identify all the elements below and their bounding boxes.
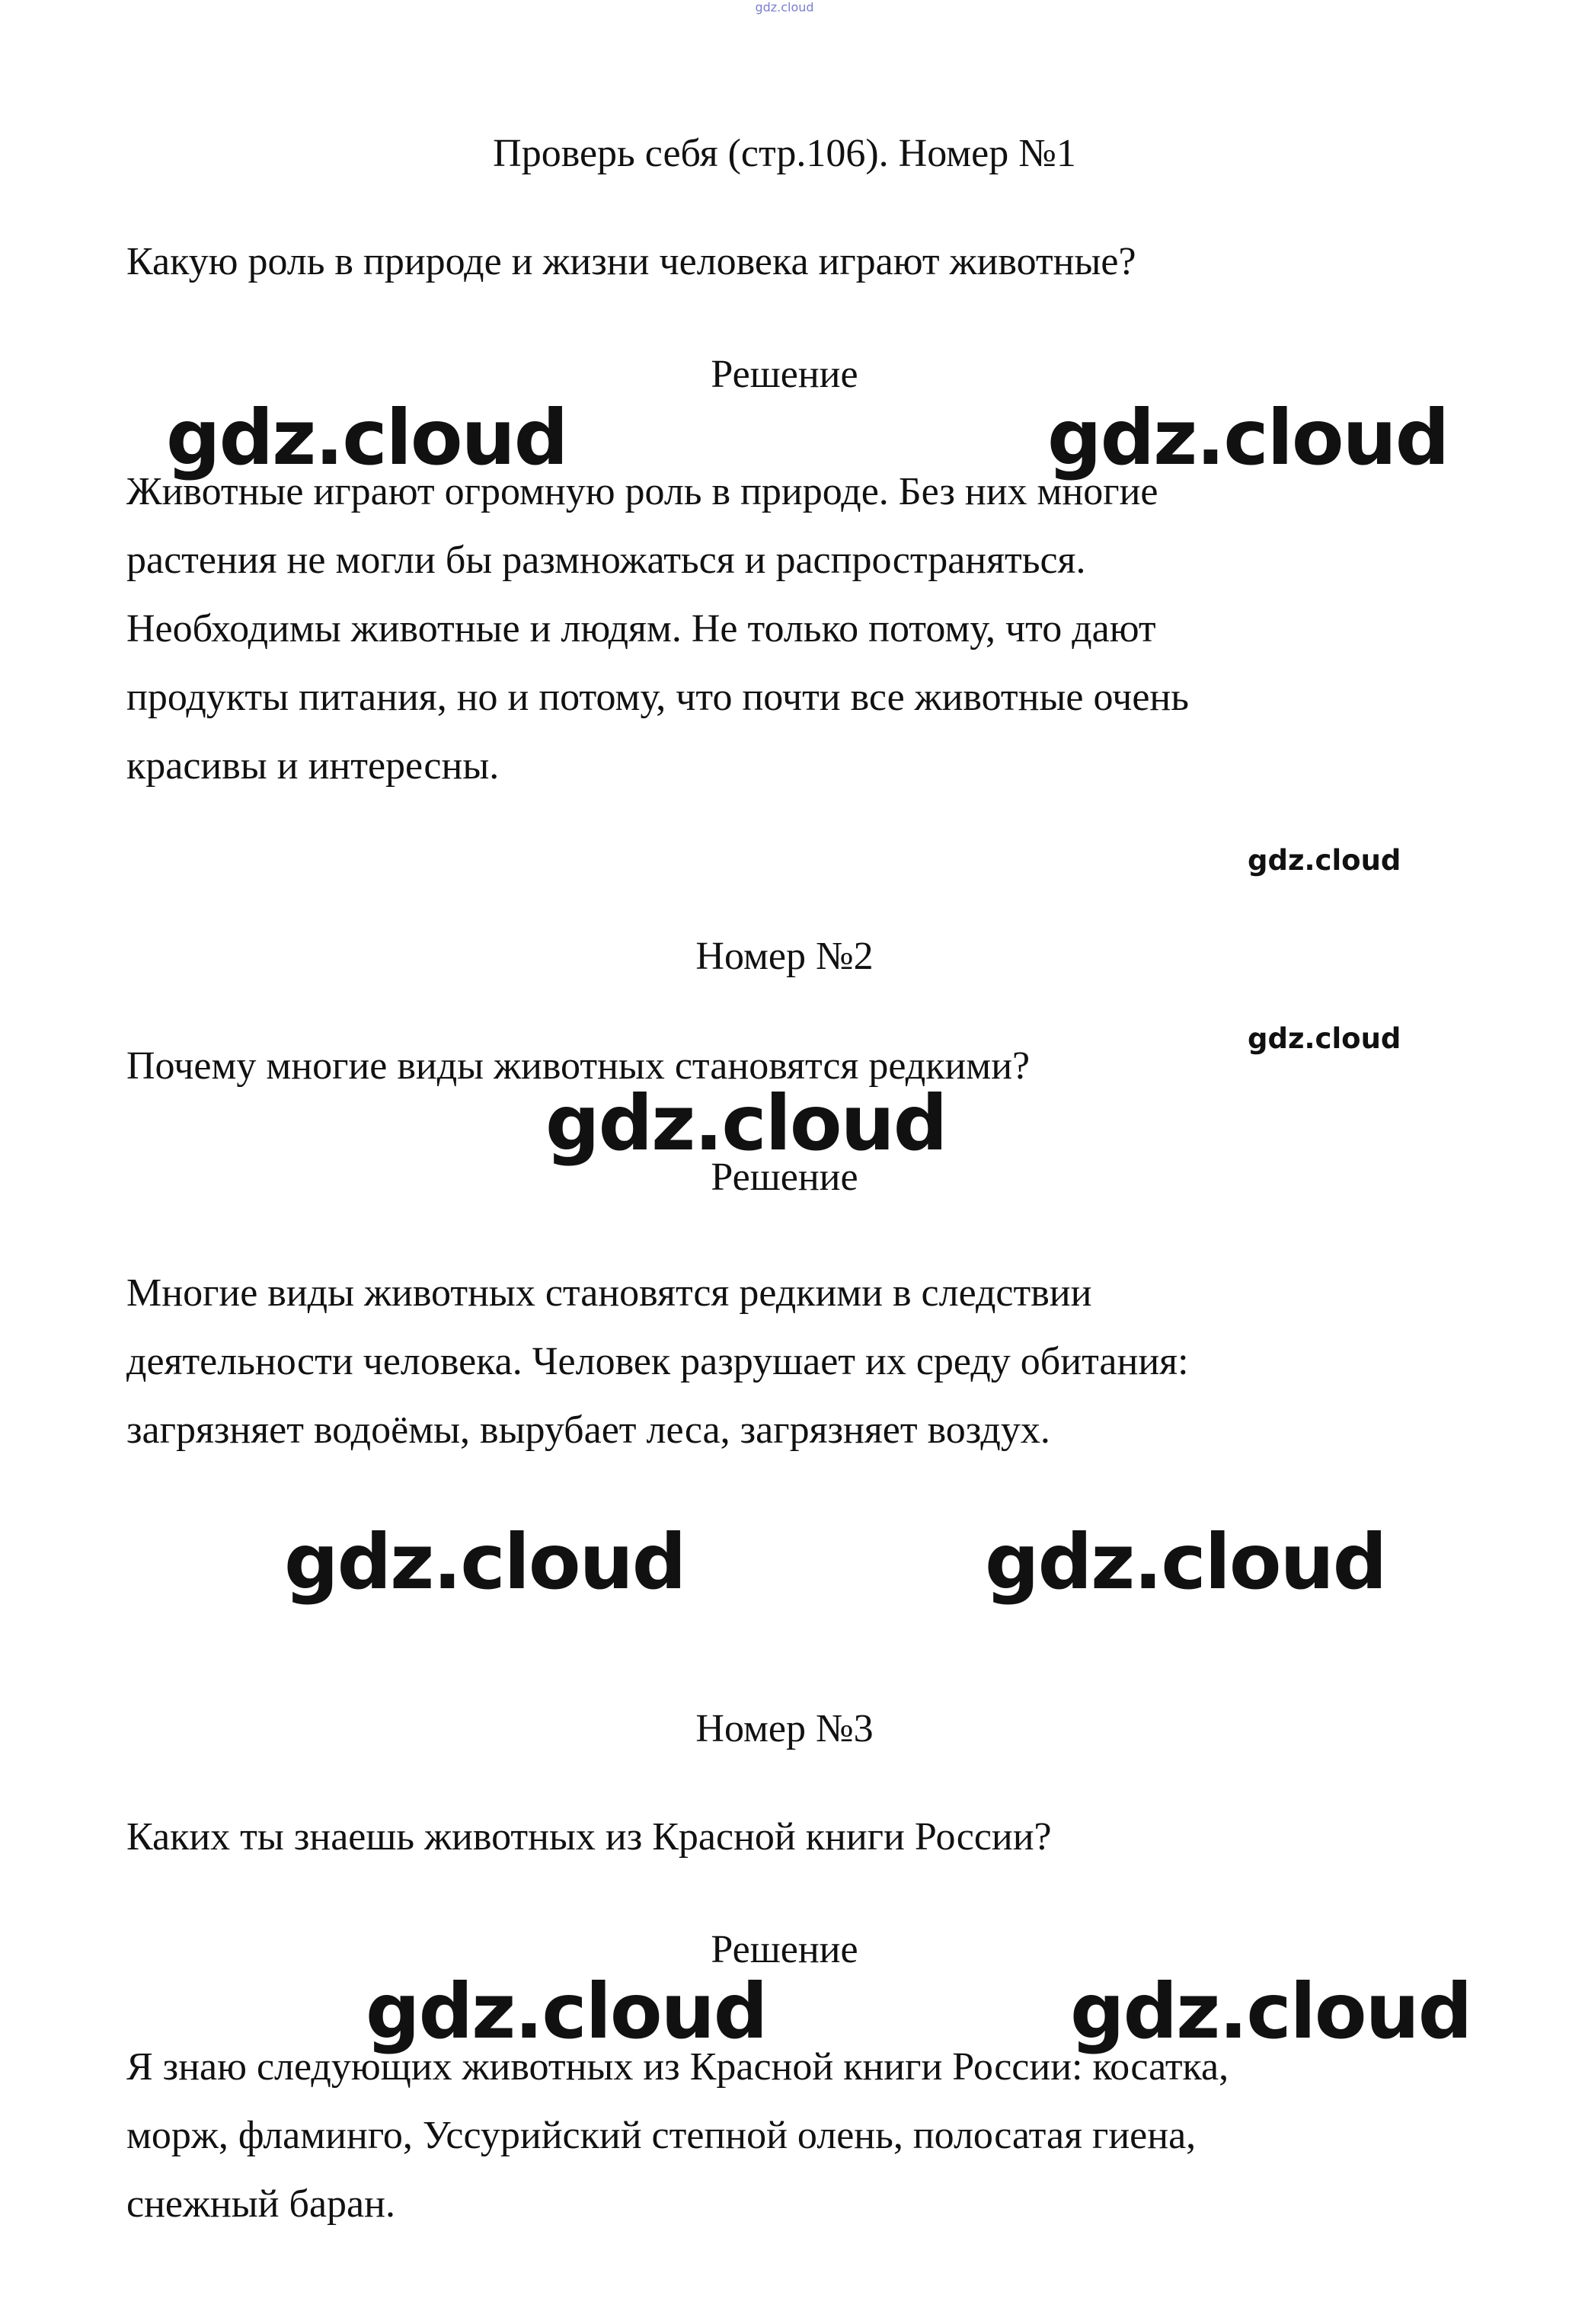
section-1-title: Проверь себя (стр.106). Номер №1 (493, 132, 1076, 175)
section-1-answer-line: красивы и интересны. (126, 744, 500, 788)
watermark-text: gdz.cloud (1070, 1967, 1472, 2056)
section-3-answer-line: Я знаю следующих животных из Красной книги России: косатка, (126, 2045, 1229, 2089)
section-2-question: Почему многие виды животных становятся редкими? (126, 1044, 1031, 1088)
watermark-text: gdz.cloud (1047, 393, 1449, 482)
watermark-text: gdz.cloud (1248, 844, 1401, 877)
watermark-text: gdz.cloud (284, 1517, 685, 1606)
section-2-solution-label: Решение (711, 1156, 858, 1199)
section-2-answer-line: загрязняет водоёмы, вырубает леса, загрязняет воздух. (126, 1408, 1050, 1452)
section-1-answer-line: Животные играют огромную роль в природе. Без них многие (126, 470, 1158, 513)
section-3-solution-label: Решение (711, 1928, 858, 1971)
section-2-title: Номер №2 (695, 935, 874, 978)
watermark-text: gdz.cloud (985, 1517, 1386, 1606)
section-2-answer-line: деятельности человека. Человек разрушает их среду обитания: (126, 1340, 1189, 1383)
section-3-title: Номер №3 (695, 1707, 874, 1750)
section-1-solution-label: Решение (711, 353, 858, 396)
watermark-text: gdz.cloud (545, 1079, 947, 1168)
watermark-text: gdz.cloud (166, 393, 567, 482)
section-3-question: Каких ты знаешь животных из Красной книги России? (126, 1815, 1052, 1859)
section-3-answer-line: морж, фламинго, Уссурийский степной олень, полосатая гиена, (126, 2114, 1197, 2157)
watermark-text: gdz.cloud (366, 1967, 767, 2056)
section-2-answer-line: Многие виды животных становятся редкими в следствии (126, 1271, 1092, 1315)
section-1-question: Какую роль в природе и жизни человека играют животные? (126, 240, 1136, 283)
section-1-answer-line: Необходимы животные и людям. Не только потому, что дают (126, 607, 1156, 651)
top-watermark: gdz.cloud (755, 0, 814, 14)
watermark-text: gdz.cloud (1248, 1022, 1401, 1055)
section-3-answer-line: снежный баран. (126, 2182, 395, 2226)
section-1-answer-line: растения не могли бы размножаться и распространяться. (126, 539, 1086, 582)
section-1-answer-line: продукты питания, но и потому, что почти все животные очень (126, 676, 1189, 719)
